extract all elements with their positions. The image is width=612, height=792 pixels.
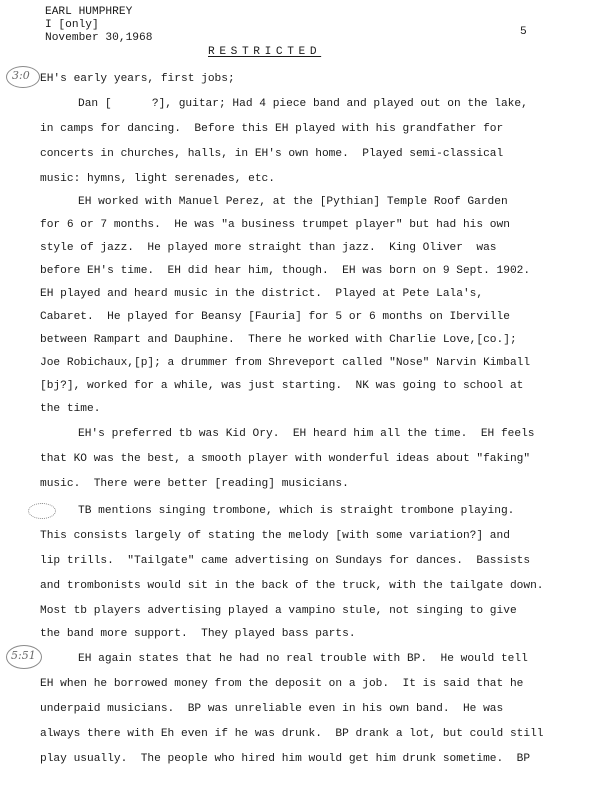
body-line: for 6 or 7 months. He was "a business trumpet player" but had his own [40,219,510,231]
margin-note-3: 5:51 [11,649,36,662]
body-line: Cabaret. He played for Beansy [Fauria] for 5 or 6 months on Iberville [40,311,510,323]
body-line: the time. [40,403,101,415]
interviewee-name: EARL HUMPHREY [45,6,133,18]
body-line: [bj?], worked for a while, was just starting. NK was going to school at [40,380,524,392]
body-line: EH's early years, first jobs; [40,73,235,85]
body-line: the band more support. They played bass parts. [40,628,356,640]
body-line: EH when he borrowed money from the deposit on a job. It is said that he [40,678,524,690]
margin-circle-2 [28,503,56,519]
body-line: This consists largely of stating the melody [with some variation?] and [40,530,510,542]
body-line: before EH's time. EH did hear him, though. EH was born on 9 Sept. 1902. [40,265,531,277]
body-line: Joe Robichaux,[p]; a drummer from Shreveport called "Nose" Narvin Kimball [40,357,531,369]
body-line: EH again states that he had no real trouble with BP. He would tell [78,653,528,665]
page-number: 5 [520,26,527,38]
body-line: Dan [ ?], guitar; Had 4 piece band and played out on the lake, [78,98,528,110]
margin-note-1: 3:0 [12,69,30,82]
body-line: in camps for dancing. Before this EH played with his grandfather for [40,123,504,135]
body-line: between Rampart and Dauphine. There he worked with Charlie Love,[co.]; [40,334,517,346]
body-line: lip trills. "Tailgate" came advertising on Sundays for dances. Bassists [40,555,531,567]
body-line: that KO was the best, a smooth player with wonderful ideas about "faking" [40,453,531,465]
interview-date: November 30,1968 [45,32,153,44]
body-line: TB mentions singing trombone, which is straight trombone playing. [78,505,515,517]
body-line: style of jazz. He played more straight than jazz. King Oliver was [40,242,497,254]
body-line: EH worked with Manuel Perez, at the [Pythian] Temple Roof Garden [78,196,508,208]
body-line: concerts in churches, halls, in EH's own home. Played semi-classical [40,148,504,160]
restricted-title: RESTRICTED [208,46,322,58]
body-line: music: hymns, light serenades, etc. [40,173,275,185]
body-line: underpaid musicians. BP was unreliable even in his own band. He was [40,703,504,715]
body-line: EH's preferred tb was Kid Ory. EH heard him all the time. EH feels [78,428,535,440]
body-line: Most tb players advertising played a vampino stule, not singing to give [40,605,517,617]
body-line: EH played and heard music in the district. Played at Pete Lala's, [40,288,484,300]
body-line: and trombonists would sit in the back of the truck, with the tailgate down. [40,580,544,592]
body-line: always there with Eh even if he was drunk. BP drank a lot, but could still [40,728,544,740]
reel-label: I [only] [45,19,99,31]
body-line: music. There were better [reading] musicians. [40,478,349,490]
body-line: play usually. The people who hired him would get him drunk sometime. BP [40,753,531,765]
